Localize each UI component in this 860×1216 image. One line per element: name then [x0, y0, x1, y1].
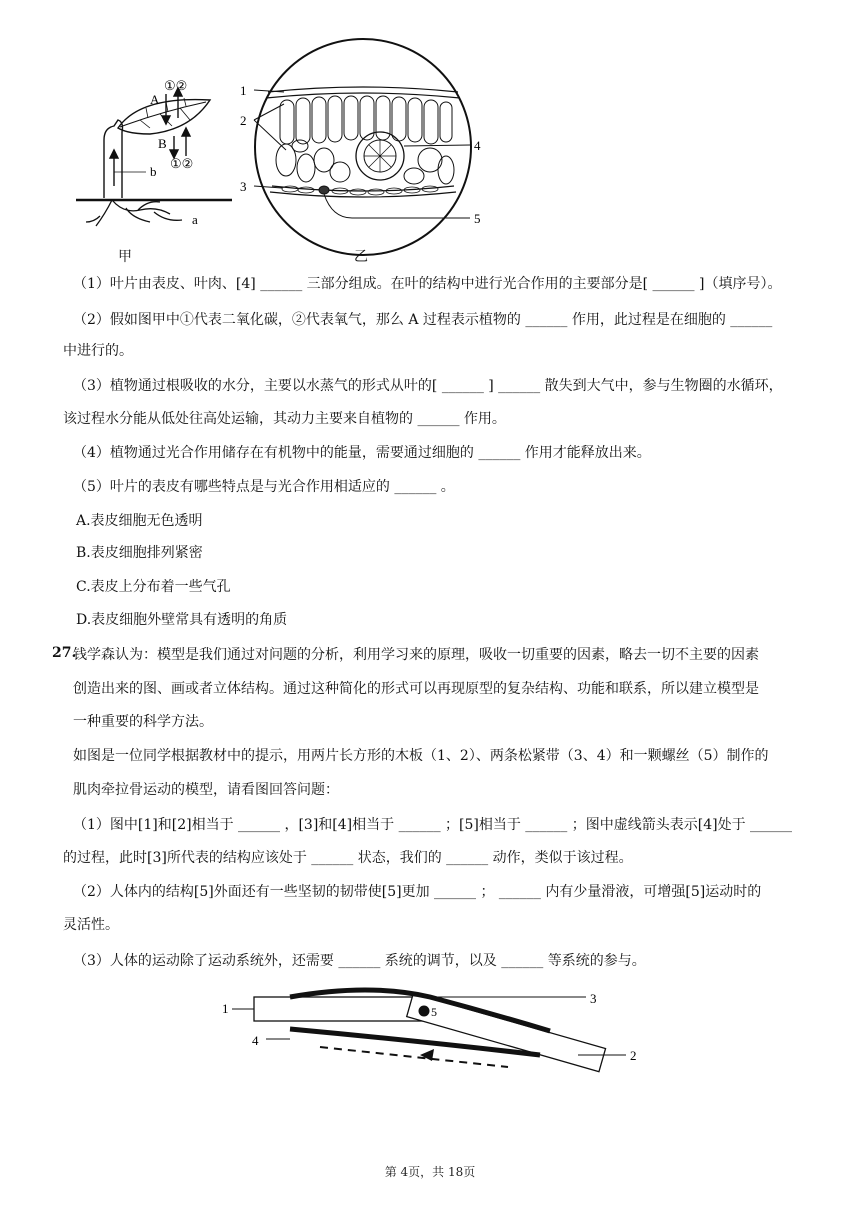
- figure-caption-jia: 甲: [118, 249, 132, 265]
- q26-option-d: D.表皮细胞外壁常具有透明的角质: [76, 612, 288, 628]
- figure-caption-yi: 乙: [354, 249, 368, 265]
- model-label-2: 2: [630, 1048, 637, 1063]
- plant-diagram: [76, 88, 232, 226]
- q27-line-6: （1）图中[1]和[2]相当于 ______ ，[3]和[4]相当于 ______ ；[5]相当于 ______ ；图中虚线箭头表示[4]处于 ______: [73, 817, 793, 833]
- q26-line-3: 中进行的。: [63, 343, 133, 359]
- model-label-3: 3: [590, 991, 597, 1006]
- q26-option-c: C.表皮上分布着一些气孔: [76, 579, 231, 595]
- q27-line-9: 灵活性。: [63, 917, 119, 933]
- q26-line-4: （3）植物通过根吸收的水分，主要以水蒸气的形式从叶的[ ______ ] ______ 散失到大气中，参与生物圈的水循环，: [73, 378, 783, 394]
- q27-line-1: 钱学森认为：模型是我们通过对问题的分析，利用学习来的原理，吸收一切重要的因素，略去一切不主要的因素: [73, 647, 759, 663]
- plant-label-A: A: [150, 92, 160, 107]
- q27-line-10: （3）人体的运动除了运动系统外，还需要 ______ 系统的调节，以及 ______ 等系统的参与。: [73, 953, 646, 969]
- plant-label-b: b: [150, 164, 157, 179]
- model-label-4: 4: [252, 1033, 259, 1048]
- plant-label-circle12-top: ①②: [164, 78, 188, 93]
- page-footer: 第 4页，共 18页: [384, 1165, 476, 1179]
- section-label-1: 1: [240, 83, 247, 98]
- q27-number: 27.: [52, 645, 77, 661]
- model-label-5: 5: [431, 1005, 437, 1019]
- q26-option-b: B.表皮细胞排列紧密: [76, 545, 203, 561]
- q27-line-3: 一种重要的科学方法。: [73, 714, 213, 730]
- section-label-4: 4: [474, 138, 481, 153]
- q27-line-8: （2）人体内的结构[5]外面还有一些坚韧的韧带使[5]更加 ______ ； ______ 内有少量滑液，可增强[5]运动时的: [73, 884, 762, 900]
- q27-line-5: 肌肉牵拉骨运动的模型，请看图回答问题：: [73, 782, 339, 798]
- q27-line-4: 如图是一位同学根据教材中的提示，用两片长方形的木板（1、2）、两条松紧带（3、4）和一颗螺丝（5）制作的: [73, 748, 769, 764]
- q26-line-1: （1）叶片由表皮、叶肉、[4] ______ 三部分组成。在叶的结构中进行光合作用的主要部分是[ ______ ]（填序号）。: [73, 276, 782, 292]
- leaf-figure: [0, 0, 860, 270]
- q26-option-a: A.表皮细胞无色透明: [76, 513, 203, 529]
- q27-line-7: 的过程，此时[3]所代表的结构应该处于 ______ 状态，我们的 ______ 动作，类似于该过程。: [63, 850, 633, 866]
- leaf-section-diagram: [254, 39, 471, 255]
- section-label-5: 5: [474, 211, 481, 226]
- section-label-2: 2: [240, 113, 247, 128]
- plant-label-B: B: [158, 136, 167, 151]
- q27-line-2: 创造出来的图、画或者立体结构。通过这种简化的形式可以再现原型的复杂结构、功能和联系，所以建立模型是: [73, 681, 759, 697]
- q26-line-6: （4）植物通过光合作用储存在有机物中的能量，需要通过细胞的 ______ 作用才能释放出来。: [73, 445, 651, 461]
- model-label-1: 1: [222, 1001, 229, 1016]
- q26-line-5: 该过程水分能从低处往高处运输，其动力主要来自植物的 ______ 作用。: [63, 411, 506, 427]
- plant-label-circle12-bottom: ①②: [170, 156, 194, 171]
- muscle-model-figure: [0, 985, 860, 1095]
- section-label-3: 3: [240, 179, 247, 194]
- plant-label-a: a: [192, 212, 198, 227]
- q26-line-7: （5）叶片的表皮有哪些特点是与光合作用相适应的 ______ 。: [73, 479, 455, 495]
- q26-line-2: （2）假如图甲中①代表二氧化碳，②代表氧气，那么 A 过程表示植物的 ______ 作用，此过程是在细胞的 ______: [73, 312, 773, 328]
